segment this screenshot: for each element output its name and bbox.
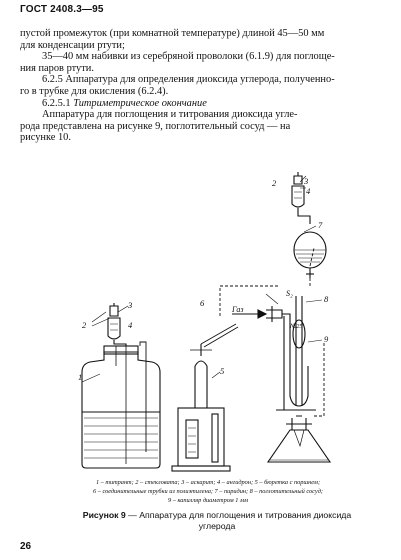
leader-lines	[82, 176, 322, 382]
figure-label-9: 9	[324, 334, 329, 344]
paragraph-line: 35—40 мм набивки из серебряной проволоки (6.1.9) для поглоще-	[42, 51, 335, 63]
section-number: 6.2.5.1	[42, 97, 71, 109]
page-number: 26	[20, 541, 32, 552]
connecting-tube	[140, 342, 146, 452]
legend-line: 6 – соединительные трубки из полиэтилена; 7 – пиридин; 8 – поглотительный сосуд;	[93, 488, 323, 495]
figure-label-3-top: 3	[304, 176, 309, 186]
apparatus-figure	[60, 166, 350, 474]
figure-label-2: 2	[82, 320, 87, 330]
caption-text: — Аппаратура для поглощения и титрования диоксида	[125, 510, 352, 520]
paragraph-line: Аппаратура для поглощения и титрования диоксида угле-	[42, 109, 298, 121]
paragraph-line: рода представлена на рисунке 9, поглотительный сосуд — на	[20, 120, 291, 132]
figure-label-7: 7	[318, 220, 323, 230]
figure-label-6: 6	[200, 298, 205, 308]
figure-legend	[58, 478, 358, 505]
paragraph-line: пустой промежуток (при комнатной температуре) длиной 45—50 мм	[20, 28, 325, 39]
figure-label-8: 8	[324, 294, 329, 304]
caption-text-continued: углерода	[198, 521, 236, 531]
burette	[172, 324, 238, 471]
paragraph-line: ния паров ртути.	[20, 62, 94, 74]
joint-size-label: №25	[290, 323, 303, 330]
figure-label-5: 5	[220, 366, 225, 376]
figure-caption	[58, 510, 376, 532]
caption-label: Рисунок 9	[82, 510, 126, 520]
document-header: ГОСТ 2408.3—95	[20, 4, 104, 15]
figure-label-4-top: 4	[306, 186, 311, 196]
drying-tube-left	[108, 303, 126, 346]
figure-label-4: 4	[128, 320, 133, 330]
figure-label-3: 3	[128, 300, 133, 310]
legend-line: 1 – титрант; 2 – стекловата; 3 – аскарит; 4 – ангидрон; 5 – бюретка с поршнем;	[95, 479, 321, 486]
joint-label: S₂	[286, 289, 293, 298]
paragraph-line: для конденсации ртути;	[20, 39, 125, 51]
section-heading	[20, 98, 382, 110]
gas-inlet-label: Газ	[232, 305, 244, 314]
absorption-vessel	[232, 296, 330, 462]
titrant-bottle	[82, 346, 160, 468]
body-text	[20, 28, 382, 144]
paragraph-line: 6.2.5 Аппаратура для определения диоксида углерода, полученно-	[42, 74, 335, 86]
paragraph-line: го в трубке для окисления (6.2.4).	[20, 85, 169, 97]
figure-label-1: 1	[78, 372, 83, 382]
legend-line: 9 – капилляр диаметром 1 мм	[168, 497, 248, 504]
paragraph-line: рисунке 10.	[20, 132, 71, 144]
figure-label-2-top: 2	[272, 178, 277, 188]
section-title: Титриметрическое окончание	[73, 97, 207, 109]
